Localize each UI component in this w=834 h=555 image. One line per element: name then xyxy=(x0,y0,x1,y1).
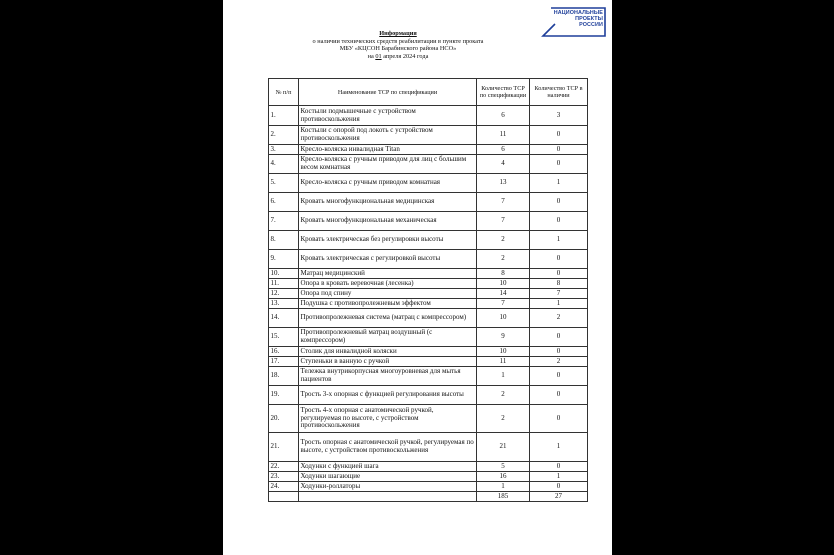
row-qty-spec: 4 xyxy=(477,155,530,174)
document-page xyxy=(223,0,612,555)
row-qty-spec: 7 xyxy=(477,212,530,231)
row-qty-avail: 2 xyxy=(530,357,588,367)
header-line-3: МБУ «КЦСОН Барабинского района НСО» xyxy=(339,45,457,53)
table-row xyxy=(269,462,588,472)
row-qty-avail: 1 xyxy=(530,472,588,482)
row-num: 12. xyxy=(269,289,299,299)
row-qty-spec: 2 xyxy=(477,405,530,433)
row-name: Ходунки-роллаторы xyxy=(299,482,477,492)
row-name: Противопролежневая система (матрац с компрессором) xyxy=(299,309,477,328)
table-row xyxy=(269,482,588,492)
row-num: 20. xyxy=(269,405,299,433)
header-line-2: о наличии технических средств реабилитации в пункте проката xyxy=(312,37,484,45)
row-qty-spec: 6 xyxy=(477,106,530,126)
row-qty-spec: 2 xyxy=(477,250,530,269)
row-qty-avail: 0 xyxy=(530,328,588,347)
row-num: 23. xyxy=(269,472,299,482)
header-num: № п/п xyxy=(269,79,299,106)
row-num: 4. xyxy=(269,155,299,174)
total-row xyxy=(269,492,588,502)
row-name: Кровать электрическая без регулировки высоты xyxy=(299,231,477,250)
row-num: 13. xyxy=(269,299,299,309)
row-qty-avail: 0 xyxy=(530,212,588,231)
row-name: Трость 4-х опорная с анатомической ручкой, регулируемая по высоте, с устройством противоскольжения xyxy=(299,405,477,433)
table-row xyxy=(269,472,588,482)
row-name: Столик для инвалидной коляски xyxy=(299,347,477,357)
row-qty-avail: 0 xyxy=(530,367,588,386)
row-qty-avail: 0 xyxy=(530,155,588,174)
row-num: 15. xyxy=(269,328,299,347)
national-projects-logo xyxy=(541,6,607,39)
row-num: 14. xyxy=(269,309,299,328)
row-qty-spec: 8 xyxy=(477,269,530,279)
row-qty-spec: 10 xyxy=(477,309,530,328)
table-row xyxy=(269,367,588,386)
table-row xyxy=(269,328,588,347)
row-qty-avail: 8 xyxy=(530,279,588,289)
row-qty-avail: 1 xyxy=(530,433,588,462)
row-name: Кресло-коляска инвалидная Titan xyxy=(299,145,477,155)
table-row xyxy=(269,250,588,269)
row-num: 11. xyxy=(269,279,299,289)
row-qty-avail: 0 xyxy=(530,145,588,155)
row-name: Ходунки шагающие xyxy=(299,472,477,482)
row-name: Опора под спину xyxy=(299,289,477,299)
row-qty-spec: 11 xyxy=(477,357,530,367)
table-row xyxy=(269,289,588,299)
row-num: 22. xyxy=(269,462,299,472)
table-row xyxy=(269,212,588,231)
table-row xyxy=(269,269,588,279)
row-qty-spec: 1 xyxy=(477,367,530,386)
row-qty-spec: 7 xyxy=(477,193,530,212)
row-num: 7. xyxy=(269,212,299,231)
row-name: Трость опорная с анатомической ручкой, регулируемая по высоте, с устройством противоскольжения xyxy=(299,433,477,462)
table-row xyxy=(269,405,588,433)
table-row xyxy=(269,231,588,250)
row-qty-avail: 0 xyxy=(530,482,588,492)
row-name: Матрац медицинский xyxy=(299,269,477,279)
table-row xyxy=(269,347,588,357)
table-row xyxy=(269,106,588,126)
row-qty-avail: 3 xyxy=(530,106,588,126)
row-num: 8. xyxy=(269,231,299,250)
row-qty-spec: 9 xyxy=(477,328,530,347)
row-qty-avail: 0 xyxy=(530,269,588,279)
row-num: 21. xyxy=(269,433,299,462)
row-name: Кресло-коляска с ручным приводом комнатная xyxy=(299,174,477,193)
row-name: Опора в кровать веревочная (лесенка) xyxy=(299,279,477,289)
row-qty-spec: 21 xyxy=(477,433,530,462)
row-name: Кровать многофункциональная медицинская xyxy=(299,193,477,212)
row-qty-spec: 10 xyxy=(477,347,530,357)
row-qty-avail: 2 xyxy=(530,309,588,328)
header-qty-avail: Количество ТСР в наличии xyxy=(530,79,588,106)
table-row xyxy=(269,193,588,212)
row-qty-spec: 11 xyxy=(477,126,530,145)
row-name: Тележка внутрикорпусная многоуровневая для мытья пациентов xyxy=(299,367,477,386)
row-num: 24. xyxy=(269,482,299,492)
row-qty-avail: 0 xyxy=(530,193,588,212)
table-row xyxy=(269,279,588,289)
row-num: 9. xyxy=(269,250,299,269)
row-num: 2. xyxy=(269,126,299,145)
row-num: 1. xyxy=(269,106,299,126)
row-qty-avail: 0 xyxy=(530,347,588,357)
row-qty-spec: 6 xyxy=(477,145,530,155)
table-row xyxy=(269,155,588,174)
row-num: 19. xyxy=(269,386,299,405)
row-num: 18. xyxy=(269,367,299,386)
table-row xyxy=(269,386,588,405)
row-qty-avail: 1 xyxy=(530,231,588,250)
row-qty-avail: 1 xyxy=(530,299,588,309)
total-qty-spec: 185 xyxy=(477,492,530,502)
row-qty-avail: 0 xyxy=(530,462,588,472)
row-num: 6. xyxy=(269,193,299,212)
table-body xyxy=(269,106,588,502)
row-qty-avail: 1 xyxy=(530,174,588,193)
row-name: Подушка с противопролежневым эффектом xyxy=(299,299,477,309)
total-empty-2 xyxy=(299,492,477,502)
row-qty-spec: 14 xyxy=(477,289,530,299)
row-name: Кровать электрическая с регулировкой высоты xyxy=(299,250,477,269)
row-qty-avail: 0 xyxy=(530,405,588,433)
row-qty-avail: 0 xyxy=(530,126,588,145)
row-qty-spec: 2 xyxy=(477,231,530,250)
table-row xyxy=(269,357,588,367)
table-row xyxy=(269,174,588,193)
tsr-table xyxy=(268,78,588,502)
table-header-row xyxy=(269,79,588,106)
row-name: Костыли с опорой под локоть с устройством противоскольжения xyxy=(299,126,477,145)
row-name: Противопролежневый матрац воздушный (с компрессором) xyxy=(299,328,477,347)
row-name: Костыли подмышечные с устройством противоскольжения xyxy=(299,106,477,126)
table-row xyxy=(269,145,588,155)
row-name: Трость 3-х опорная с функцией регулирования высоты xyxy=(299,386,477,405)
row-num: 16. xyxy=(269,347,299,357)
row-qty-spec: 7 xyxy=(477,299,530,309)
header-name: Наименование ТСР по спецификации xyxy=(299,79,477,106)
row-qty-spec: 13 xyxy=(477,174,530,193)
total-qty-avail: 27 xyxy=(530,492,588,502)
row-qty-spec: 10 xyxy=(477,279,530,289)
row-num: 10. xyxy=(269,269,299,279)
row-qty-spec: 2 xyxy=(477,386,530,405)
logo-text: НАЦИОНАЛЬНЫЕ ПРОЕКТЫ РОССИИ xyxy=(553,10,603,29)
table-row xyxy=(269,433,588,462)
row-name: Ступеньки в ванную с ручкой xyxy=(299,357,477,367)
row-qty-spec: 1 xyxy=(477,482,530,492)
row-qty-avail: 0 xyxy=(530,386,588,405)
row-name: Кресло-коляска с ручным приводом для лиц с большим весом комнатная xyxy=(299,155,477,174)
row-num: 5. xyxy=(269,174,299,193)
document-title: Информация xyxy=(379,30,417,37)
row-qty-avail: 7 xyxy=(530,289,588,299)
row-qty-spec: 5 xyxy=(477,462,530,472)
row-name: Кровать многофункциональная механическая xyxy=(299,212,477,231)
document-header xyxy=(263,30,533,60)
row-qty-spec: 16 xyxy=(477,472,530,482)
header-qty-spec: Количество ТСР по спецификации xyxy=(477,79,530,106)
row-num: 3. xyxy=(269,145,299,155)
table-row xyxy=(269,309,588,328)
table-row xyxy=(269,126,588,145)
header-date: на 01 апреля 2024 года xyxy=(367,52,429,60)
total-empty-1 xyxy=(269,492,299,502)
row-name: Ходунки с функцией шага xyxy=(299,462,477,472)
row-num: 17. xyxy=(269,357,299,367)
table-row xyxy=(269,299,588,309)
row-qty-avail: 0 xyxy=(530,250,588,269)
